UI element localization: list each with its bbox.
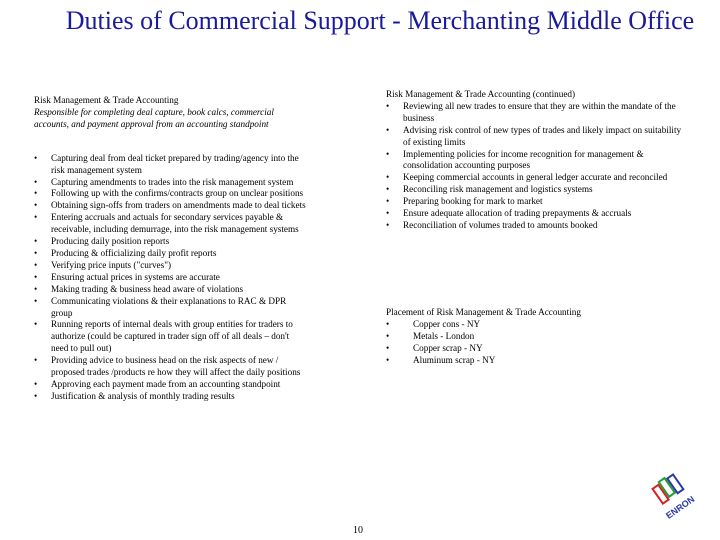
right-duty-item [386,220,682,232]
right-duty-item [386,149,682,173]
right-duty-item [386,184,682,196]
left-duty-item-text: Obtaining sign-offs from traders on amendments made to deal tickets [51,200,306,211]
placement-heading: Placement of Risk Management & Trade Accounting [386,307,581,317]
bullet-icon: • [34,212,38,223]
left-duty-item [34,296,306,320]
right-duty-item [386,125,682,149]
right-heading [386,89,682,101]
right-duty-item-text: Reviewing all new trades to ensure that they are within the mandate of the business [403,100,676,123]
bullet-icon: • [34,247,38,258]
left-duty-item-text: Verifying price inputs ("curves") [51,259,172,270]
bullet-icon: • [34,283,38,294]
left-duty-item [34,355,306,379]
left-duty-item [34,248,306,260]
placement-item-text: Copper scrap - NY [413,342,483,353]
right-column [386,89,682,232]
right-duty-item-text: Reconciling risk management and logistics systems [403,184,593,195]
placement-item [386,355,682,367]
right-duties-list [386,101,682,232]
bullet-icon: • [34,176,38,187]
right-duty-item-text: Preparing booking for mark to market [403,196,543,207]
bullet-icon: • [34,390,38,401]
left-duty-item-text: Producing daily position reports [51,236,170,247]
left-duty-item-text: Entering accruals and actuals for secondary services payable & receivable, including demurrage, into the risk management systems [51,212,299,235]
left-duty-item [34,391,306,403]
left-duty-item-text: Following up with the confirms/contracts group on unclear positions [51,188,304,199]
left-duty-item-text: Running reports of internal deals with group entities for traders to authorize (could be captured in trader sign off of all deals – don't need to pull out) [51,319,293,354]
page-number: 10 [353,525,363,536]
left-duty-item [34,153,306,177]
left-duty-item-text: Providing advice to business head on the risk aspects of new / proposed trades /products re how they will affect the daily positions [51,355,301,378]
bullet-icon: • [386,196,390,207]
bullet-icon: • [386,330,390,341]
left-column [34,95,306,403]
right-duty-item-text: Implementing policies for income recognition for management & consolidation accounting purposes [403,148,644,171]
bullet-icon: • [386,184,390,195]
left-duty-item [34,200,306,212]
bullet-icon: • [386,124,390,135]
left-duty-item-text: Approving each payment made from an accounting standpoint [51,378,281,389]
left-duties-list [34,153,306,403]
right-heading-text: Risk Management & Trade Accounting [386,89,531,99]
left-duty-item [34,188,306,200]
left-duty-item-text: Producing & officializing daily profit reports [51,247,217,258]
placement-item-text: Copper cons - NY [413,318,481,329]
left-duty-item [34,272,306,284]
bullet-icon: • [34,271,38,282]
placement-item [386,343,682,355]
placement-item-text: Metals - London [413,330,475,341]
left-duty-item [34,284,306,296]
left-duty-item-text: Justification & analysis of monthly trading results [51,390,235,401]
right-heading-suffix: (continued) [532,89,576,99]
left-duty-item [34,379,306,391]
left-duty-item [34,236,306,248]
right-duty-item [386,101,682,125]
bullet-icon: • [34,259,38,270]
left-duty-item-text: Capturing amendments to trades into the risk management system [51,176,294,187]
bullet-icon: • [386,342,390,353]
bullet-icon: • [386,172,390,183]
placement-section [386,307,682,367]
placement-item [386,331,682,343]
logo-text: ENRON [663,493,697,521]
right-duty-item [386,196,682,208]
left-duty-item-text: Making trading & business head aware of violations [51,283,244,294]
right-duty-item [386,208,682,220]
bullet-icon: • [34,378,38,389]
right-duty-item-text: Advising risk control of new types of trades and likely impact on suitability of existing limits [403,124,682,147]
placement-item-text: Aluminum scrap - NY [413,354,496,365]
left-duty-item-text: Ensuring actual prices in systems are accurate [51,271,220,282]
left-duty-item-text: Communicating violations & their explanations to RAC & DPR group [51,295,287,318]
left-duty-item-text: Capturing deal from deal ticket prepared by trading/agency into the risk management system [51,152,299,175]
placement-list [386,319,682,367]
enron-logo-icon [640,465,710,535]
bullet-icon: • [386,318,390,329]
bullet-icon: • [34,236,38,247]
right-duty-item-text: Keeping commercial accounts in general ledger accurate and reconciled [403,172,668,183]
left-duty-item [34,212,306,236]
left-duty-item [34,177,306,189]
right-duty-item [386,172,682,184]
bullet-icon: • [386,208,390,219]
bullet-icon: • [386,354,390,365]
bullet-icon: • [34,319,38,330]
bullet-icon: • [386,100,390,111]
right-duty-item-text: Ensure adequate allocation of trading prepayments & accruals [403,208,632,219]
slide-title: Duties of Commercial Support - Merchanting Middle Office [65,6,695,35]
left-duty-item [34,260,306,272]
bullet-icon: • [34,295,38,306]
bullet-icon: • [34,200,38,211]
left-subheading: Responsible for completing deal capture, book calcs, commercial accounts, and payment approval from an accounting standpoint [34,106,274,129]
left-heading: Risk Management & Trade Accounting [34,95,179,105]
bullet-icon: • [34,152,38,163]
bullet-icon: • [386,148,390,159]
placement-item [386,319,682,331]
right-duty-item-text: Reconciliation of volumes traded to amounts booked [403,219,598,230]
bullet-icon: • [34,188,38,199]
bullet-icon: • [386,219,390,230]
left-duty-item [34,319,306,355]
bullet-icon: • [34,355,38,366]
